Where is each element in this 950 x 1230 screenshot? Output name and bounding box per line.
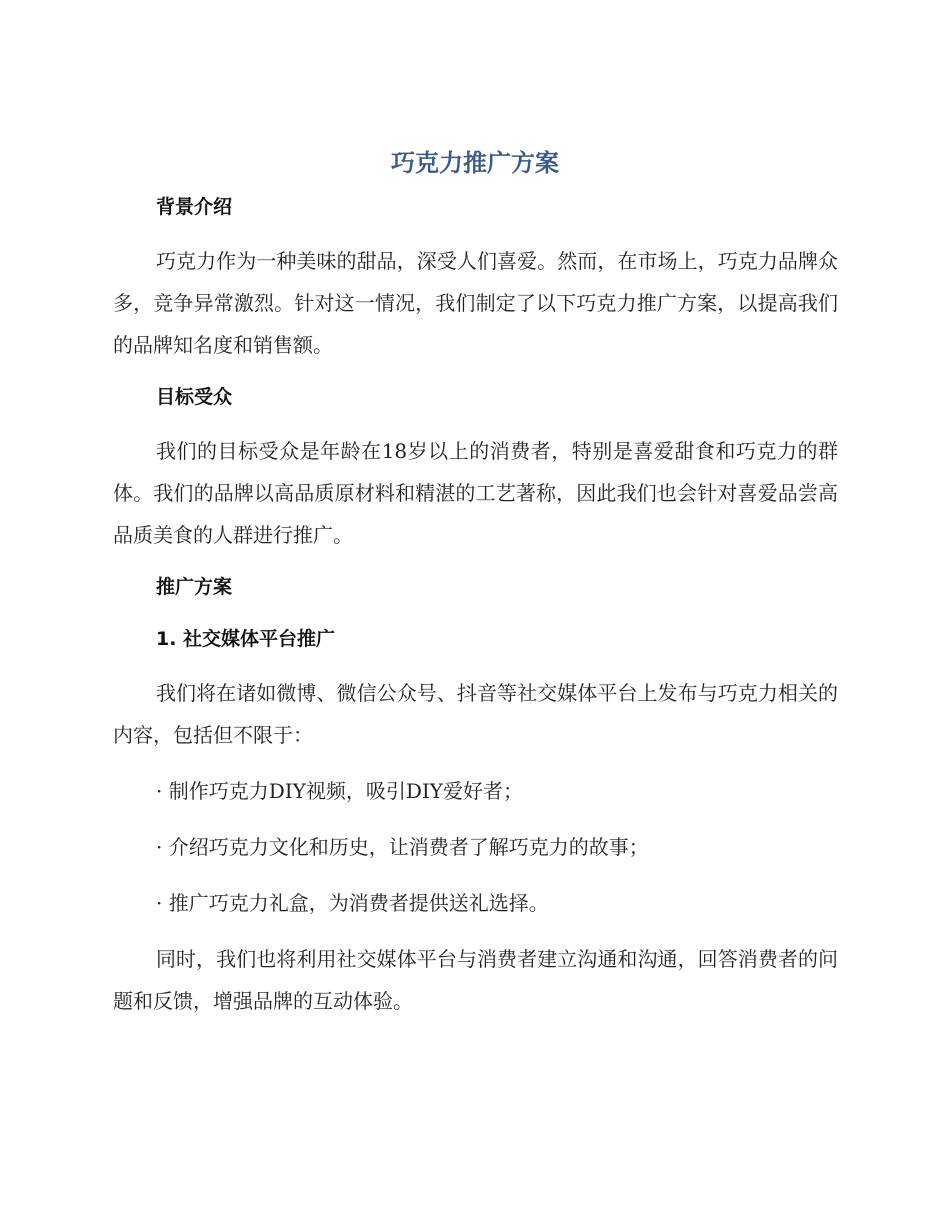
section-heading-audience: 目标受众 <box>156 386 233 408</box>
paragraph-audience: 我们的目标受众是年龄在18岁以上的消费者，特别是喜爱甜食和巧克力的群体。我们的品牌以高品质原材料和精湛的工艺著称，因此我们也会针对喜爱品尝高品质美食的人群进行推广。 <box>113 439 838 547</box>
section-heading-background: 背景介绍 <box>156 196 233 218</box>
bullet-item-culture-history: · 介绍巧克力文化和历史，让消费者了解巧克力的故事； <box>156 835 649 859</box>
paragraph-plan-intro: 我们将在诸如微博、微信公众号、抖音等社交媒体平台上发布与巧克力相关的内容，包括但不限于： <box>113 681 838 747</box>
paragraph-plan-closing: 同时，我们也将利用社交媒体平台与消费者建立沟通和沟通，回答消费者的问题和反馈，增强品牌的互动体验。 <box>113 947 838 1013</box>
document-title: 巧克力推广方案 <box>391 149 559 177</box>
document-body <box>113 188 838 1022</box>
section-heading-plan: 推广方案 <box>156 576 233 598</box>
section-background <box>113 188 838 366</box>
section-audience <box>113 378 838 556</box>
bullet-item-diy-video: · 制作巧克力DIY视频，吸引DIY爱好者； <box>156 779 523 803</box>
subheading-social-media: 1. 社交媒体平台推广 <box>156 628 336 650</box>
section-plan <box>113 568 838 1022</box>
paragraph-background: 巧克力作为一种美味的甜品，深受人们喜爱。然而，在市场上，巧克力品牌众多，竞争异常激烈。针对这一情况，我们制定了以下巧克力推广方案，以提高我们的品牌知名度和销售额。 <box>113 249 838 357</box>
bullet-item-gift-box: · 推广巧克力礼盒，为消费者提供送礼选择。 <box>156 891 549 915</box>
